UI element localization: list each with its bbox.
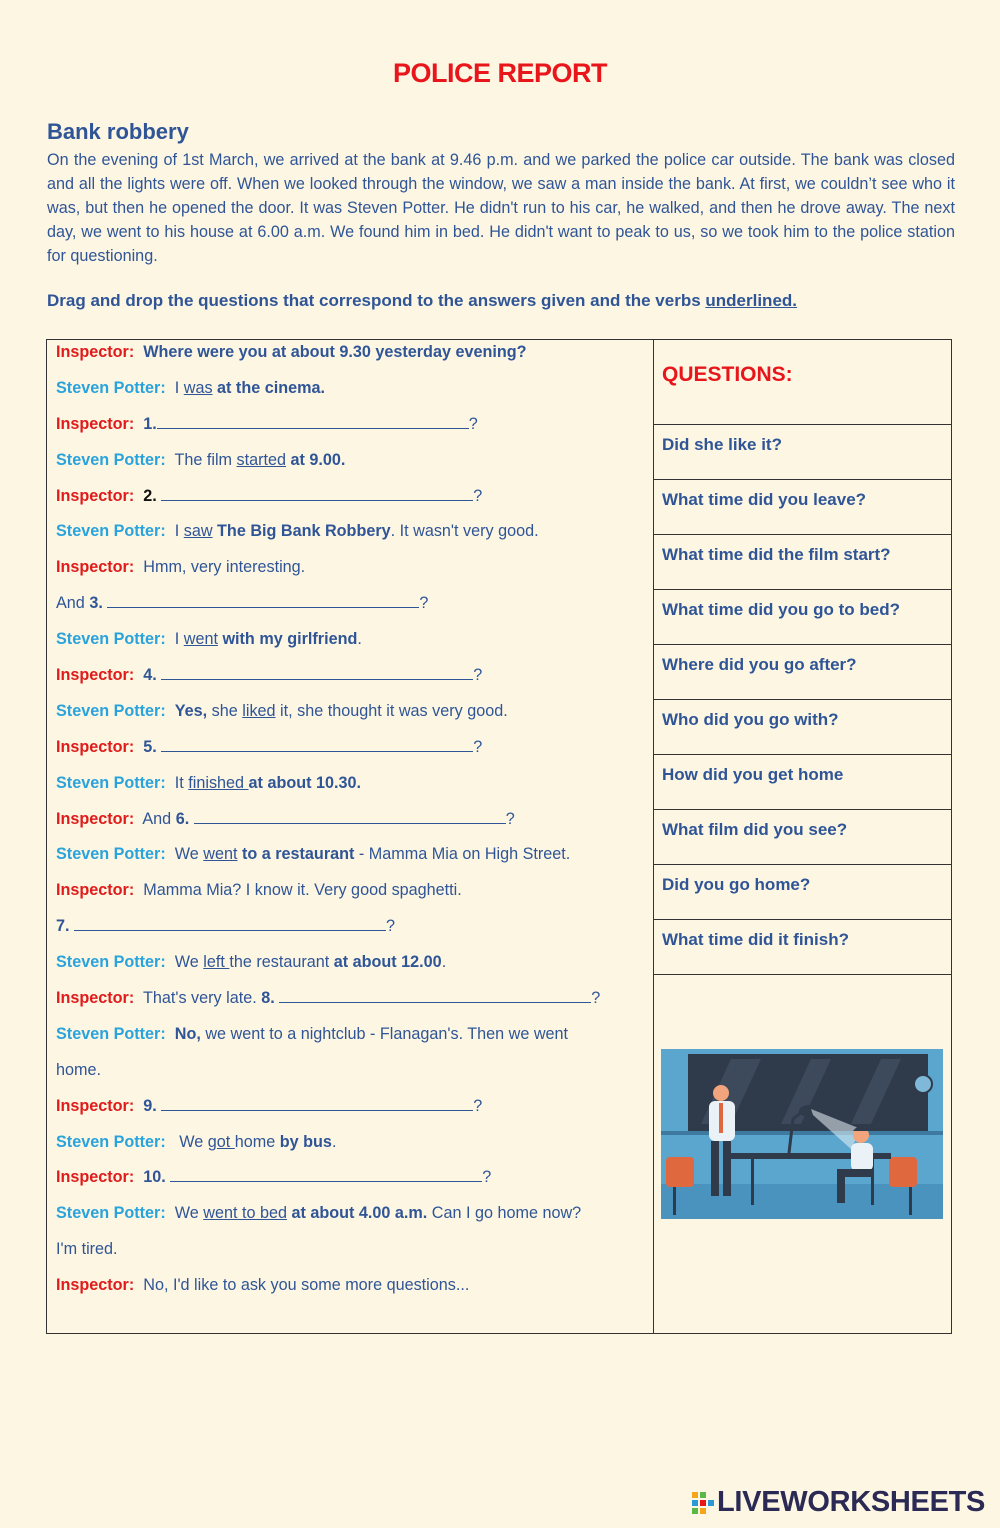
drop-slot-4[interactable] [161, 663, 473, 680]
line-text: I [174, 630, 184, 649]
line-text: I'm tired. [56, 1240, 118, 1259]
dialog-line-21 [56, 1058, 646, 1094]
line-text: Where were you at about 9.30 yesterday evening? [143, 343, 527, 361]
dialog-line-19 [56, 986, 646, 1022]
speaker-inspector: Inspector: [56, 414, 135, 433]
blank-number: 9. [143, 1096, 157, 1115]
speaker-potter: Steven Potter: [56, 630, 166, 649]
drop-slot-2[interactable] [161, 484, 473, 501]
question-mark: ? [386, 917, 396, 936]
dialog-line-6 [56, 519, 646, 555]
line-text: No, [174, 1024, 201, 1043]
blank-number: 3. [89, 594, 103, 613]
dialog-line-10 [56, 663, 646, 699]
instruction [47, 291, 967, 311]
line-text: The film [174, 450, 237, 469]
drop-slot-8[interactable] [279, 986, 591, 1003]
line-text: And [56, 594, 90, 613]
questions-heading: QUESTIONS: [654, 339, 952, 425]
line-text: she [207, 701, 243, 720]
speaker-potter: Steven Potter: [56, 1132, 166, 1151]
drop-slot-9[interactable] [161, 1094, 473, 1111]
speaker-potter: Steven Potter: [56, 701, 166, 720]
blank-number: 1. [143, 414, 157, 433]
drop-slot-1[interactable] [157, 412, 469, 429]
drop-slot-10[interactable] [170, 1165, 482, 1182]
speaker-inspector: Inspector: [56, 881, 135, 900]
speaker-potter: Steven Potter: [56, 522, 166, 541]
line-text: . [357, 630, 362, 649]
dialog-line-14 [56, 807, 646, 843]
question-mark: ? [473, 1096, 483, 1115]
dialog-line-20 [56, 1022, 646, 1058]
speaker-potter: Steven Potter: [56, 450, 166, 469]
line-text: . [331, 1132, 337, 1151]
question-mark: ? [473, 666, 483, 685]
blank-number: 8. [261, 989, 275, 1008]
dialog-line-11 [56, 699, 646, 735]
speaker-inspector: Inspector: [56, 989, 135, 1008]
line-text: No, I'd like to ask you some more questions... [143, 1276, 470, 1295]
blank-number: 2. [143, 486, 157, 505]
question-mark: ? [482, 1168, 492, 1187]
question-item[interactable]: What time did it finish? [654, 920, 952, 975]
drop-slot-7[interactable] [74, 914, 386, 931]
question-item[interactable]: Did you go home? [654, 865, 952, 920]
speaker-potter: Steven Potter: [56, 1024, 166, 1043]
question-item[interactable]: What time did you leave? [654, 480, 952, 535]
dialog-line-2 [56, 376, 646, 412]
line-text: We [174, 953, 204, 972]
question-item[interactable]: What film did you see? [654, 810, 952, 865]
logo-grid-icon [692, 1492, 714, 1514]
instruction-text: Drag and drop the questions that correspond to the answers given and the verbs [47, 291, 706, 310]
speaker-inspector: Inspector: [56, 737, 135, 756]
question-item[interactable]: What time did you go to bed? [654, 590, 952, 645]
speaker-inspector: Inspector: [56, 343, 135, 361]
logo-text: LIVEWORKSHEETS [717, 1486, 986, 1518]
questions-column [654, 339, 952, 975]
line-text: I [174, 378, 184, 397]
speaker-inspector: Inspector: [56, 1276, 135, 1295]
underlined-verb: went to bed [203, 1204, 287, 1223]
dialog-line-5 [56, 484, 646, 520]
underlined-verb: liked [242, 701, 276, 720]
blank-number: 7. [56, 917, 70, 936]
speaker-inspector: Inspector: [56, 1096, 135, 1115]
liveworksheets-logo [692, 1486, 985, 1519]
question-mark: ? [419, 594, 429, 613]
line-text: at about 12.00 [333, 953, 442, 972]
story-heading: Bank robbery [47, 119, 189, 144]
underlined-verb: was [183, 378, 213, 397]
line-text: the restaurant [229, 953, 334, 972]
question-item[interactable]: How did you get home [654, 755, 952, 810]
dialog-line-7 [56, 555, 646, 591]
dialog-line-25 [56, 1201, 646, 1237]
interrogation-illustration [661, 1049, 943, 1219]
underlined-verb: went [203, 845, 238, 864]
underlined-verb: got [207, 1132, 235, 1151]
line-text: Hmm, very interesting. [143, 558, 306, 577]
line-text: Can I go home now? [427, 1204, 582, 1223]
dialog-line-13 [56, 771, 646, 807]
line-text: at 9.00. [286, 450, 346, 469]
dialog-line-3 [56, 412, 646, 448]
speaker-potter: Steven Potter: [56, 378, 166, 397]
drop-slot-5[interactable] [161, 735, 473, 752]
dialog-line-12 [56, 735, 646, 771]
speaker-inspector: Inspector: [56, 809, 135, 828]
dialog-line-24 [56, 1165, 646, 1201]
line-text: to a restaurant [237, 845, 355, 864]
line-text: We [179, 1132, 208, 1151]
line-text: I [174, 522, 184, 541]
line-text: The Big Bank Robbery [212, 522, 391, 541]
dialog-line-8 [56, 591, 646, 627]
line-text: at about 10.30. [248, 773, 361, 792]
page-title: POLICE REPORT [392, 58, 608, 88]
question-item[interactable]: Where did you go after? [654, 645, 952, 700]
dialog-line-23 [56, 1130, 646, 1166]
question-mark: ? [505, 809, 515, 828]
dialog-line-22 [56, 1094, 646, 1130]
speaker-inspector: Inspector: [56, 1168, 135, 1187]
underlined-verb: started [236, 450, 287, 469]
line-text: at the cinema. [212, 378, 325, 397]
speaker-potter: Steven Potter: [56, 845, 166, 864]
dialog-line-1 [56, 340, 646, 376]
line-text: it, she thought it was very good. [275, 701, 508, 720]
question-item[interactable]: What time did the film start? [654, 535, 952, 590]
dialog-line-18 [56, 950, 646, 986]
line-text: with my girlfriend [217, 630, 358, 649]
line-text: at about 4.00 a.m. [286, 1204, 428, 1223]
dialog-line-17 [56, 914, 646, 950]
speaker-inspector: Inspector: [56, 486, 135, 505]
line-text: we went to a nightclub - Flanagan's. Then we went [200, 1024, 569, 1043]
dialog-line-26 [56, 1237, 646, 1273]
dialog-line-9 [56, 627, 646, 663]
dialog-line-15 [56, 842, 646, 878]
speaker-potter: Steven Potter: [56, 1204, 166, 1223]
line-text: We [174, 1204, 204, 1223]
instruction-underlined: underlined. [705, 291, 798, 310]
dialog-line-27 [56, 1273, 646, 1309]
underlined-verb: saw [183, 522, 213, 541]
question-mark: ? [473, 737, 483, 756]
blank-number: 4. [143, 666, 157, 685]
line-text: It [174, 773, 189, 792]
speaker-inspector: Inspector: [56, 558, 135, 577]
blank-number: 5. [143, 737, 157, 756]
drop-slot-6[interactable] [194, 807, 506, 824]
question-mark: ? [473, 486, 483, 505]
line-text: - Mamma Mia on High Street. [354, 845, 571, 864]
drop-slot-3[interactable] [107, 591, 419, 608]
line-text: Yes, [174, 701, 208, 720]
question-mark: ? [468, 414, 478, 433]
speaker-potter: Steven Potter: [56, 773, 166, 792]
story-text: On the evening of 1st March, we arrived at the bank at 9.46 p.m. and we parked the police car outside. The bank was closed and all the lights were off. When we looked through the window, we saw a man inside the bank. At first, we couldn’t see who it was, but then he opened the door. It was Steven Potter. He didn't run to his car, he walked, and then he drove away. The next day, we went to his house at 6.00 a.m. We found him in bed. He didn't want to peak to us, so we took him to the police station for questioning. [47, 151, 955, 265]
underlined-verb: left [203, 953, 230, 972]
underlined-verb: finished [188, 773, 249, 792]
line-text: Mamma Mia? I know it. Very good spaghetti. [143, 881, 462, 900]
question-mark: ? [591, 989, 601, 1008]
speaker-potter: Steven Potter: [56, 953, 166, 972]
blank-number: 6. [175, 809, 190, 828]
blank-number: 10. [143, 1168, 166, 1187]
question-item[interactable]: Did she like it? [654, 425, 952, 480]
line-text: home. [56, 1060, 101, 1079]
dialog-line-16 [56, 878, 646, 914]
line-text: home [234, 1132, 280, 1151]
dialog [56, 340, 646, 1309]
dialog-line-4 [56, 448, 646, 484]
line-text: That's very late. [142, 989, 262, 1008]
underlined-verb: went [183, 630, 218, 649]
line-text: We [174, 845, 204, 864]
line-text: by bus [279, 1132, 332, 1151]
line-text: . [441, 953, 447, 972]
question-item[interactable]: Who did you go with? [654, 700, 952, 755]
line-text: And [142, 809, 176, 828]
speaker-inspector: Inspector: [56, 666, 135, 685]
line-text: . It wasn't very good. [390, 522, 539, 541]
